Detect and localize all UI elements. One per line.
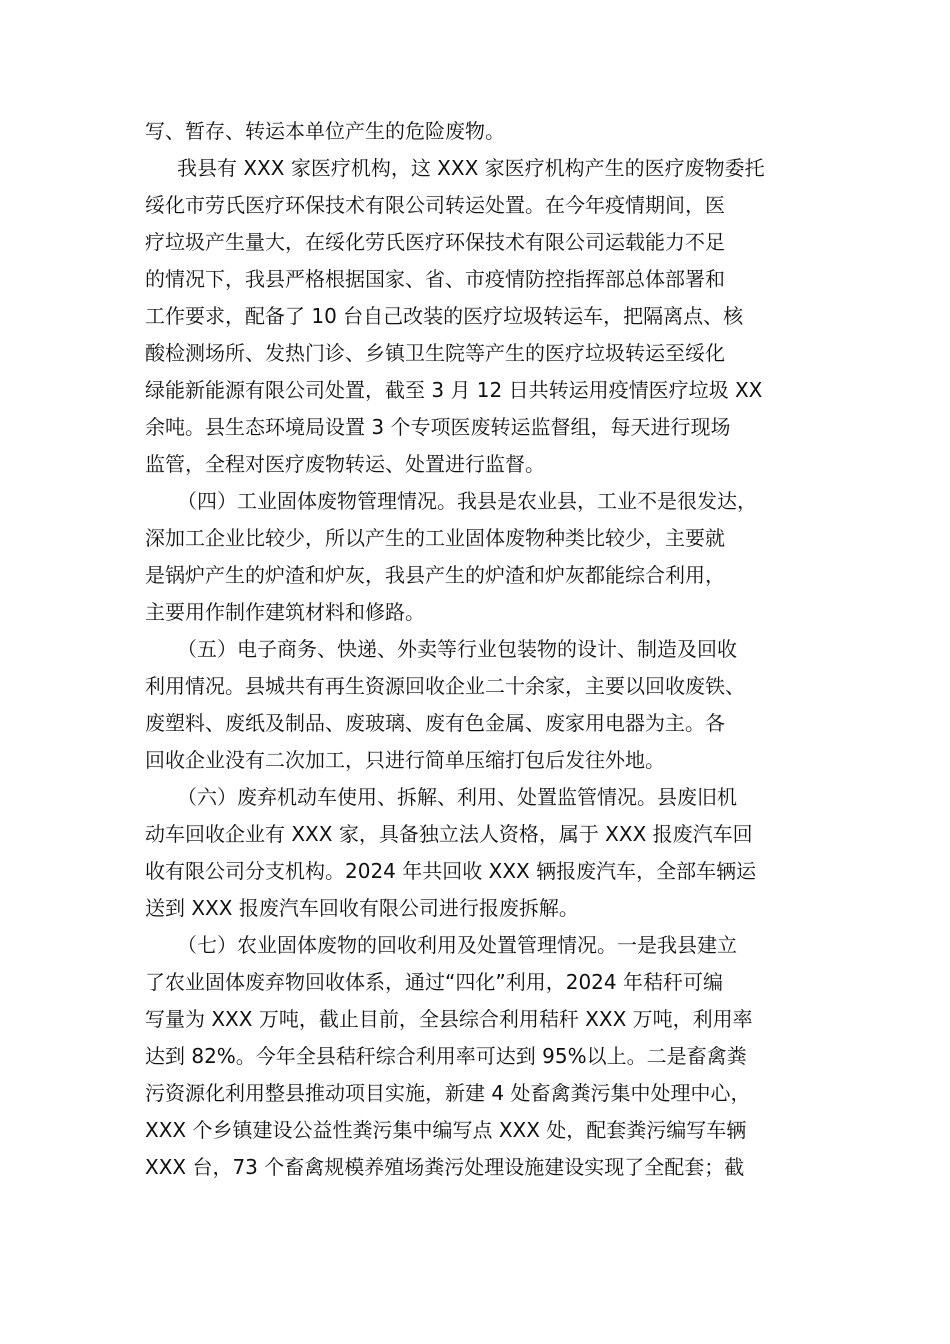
text-line: 利用情况。县城共有再生资源回收企业二十余家，主要以回收废铁、: [145, 674, 745, 698]
text-line: XXX 台，73 个畜禽规模养殖场粪污处理设施建设实现了全配套；截: [145, 1155, 745, 1179]
text-line: 污资源化利用整县推动项目实施，新建 4 处畜禽粪污集中处理中心，: [145, 1081, 751, 1105]
text-line: 的情况下，我县严格根据国家、省、市疫情防控指挥部总体部署和: [145, 267, 725, 291]
text-line: 疗垃圾产生量大，在绥化劳氏医疗环保技术有限公司运载能力不足: [145, 230, 725, 254]
text-line: 是锅炉产生的炉渣和炉灰，我县产生的炉渣和炉灰都能综合利用，: [145, 563, 725, 587]
text-line: 酸检测场所、发热门诊、乡镇卫生院等产生的医疗垃圾转运至绥化: [145, 341, 725, 365]
text-line: 送到 XXX 报废汽车回收有限公司进行报废拆解。: [145, 896, 579, 920]
text-line: 工作要求，配备了 10 台自己改装的医疗垃圾转运车，把隔离点、核: [145, 304, 744, 328]
text-line: 动车回收企业有 XXX 家，具备独立法人资格，属于 XXX 报废汽车回: [145, 822, 753, 846]
text-line: （七）农业固体废物的回收利用及处置管理情况。一是我县建立: [177, 933, 737, 957]
text-line: 废塑料、废纸及制品、废玻璃、废有色金属、废家用电器为主。各: [145, 711, 725, 735]
text-line: 写、暂存、转运本单位产生的危险废物。: [145, 119, 505, 143]
text-line: 达到 82%。今年全县秸秆综合利用率可达到 95%以上。二是畜禽粪: [145, 1044, 747, 1068]
text-line: 监管，全程对医疗废物转运、处置进行监督。: [145, 452, 545, 476]
text-line: 余吨。县生态环境局设置 3 个专项医废转运监督组，每天进行现场: [145, 415, 731, 439]
text-line: 绿能新能源有限公司处置，截至 3 月 12 日共转运用疫情医疗垃圾 XX: [145, 378, 763, 402]
text-line: 绥化市劳氏医疗环保技术有限公司转运处置。在今年疫情期间，医: [145, 193, 725, 217]
text-line: 了农业固体废弃物回收体系，通过“四化”利用，2024 年秸秆可编: [145, 970, 723, 994]
text-line: （四）工业固体废物管理情况。我县是农业县，工业不是很发达，: [177, 489, 757, 513]
text-line: 深加工企业比较少，所以产生的工业固体废物种类比较少，主要就: [145, 526, 725, 550]
text-line: 回收企业没有二次加工，只进行简单压缩打包后发往外地。: [145, 748, 665, 772]
text-line: （六）废弃机动车使用、拆解、利用、处置监管情况。县废旧机: [177, 785, 737, 809]
text-line: XXX 个乡镇建设公益性粪污集中编写点 XXX 处，配套粪污编写车辆: [145, 1118, 747, 1142]
text-line: （五）电子商务、快递、外卖等行业包装物的设计、制造及回收: [177, 637, 737, 661]
text-line: 写量为 XXX 万吨，截止目前，全县综合利用秸秆 XXX 万吨，利用率: [145, 1007, 753, 1031]
body-text: [145, 113, 810, 1186]
text-line: 我县有 XXX 家医疗机构，这 XXX 家医疗机构产生的医疗废物委托: [177, 156, 765, 180]
text-line: 主要用作制作建筑材料和修路。: [145, 600, 425, 624]
text-line: 收有限公司分支机构。2024 年共回收 XXX 辆报废汽车，全部车辆运: [145, 859, 757, 883]
